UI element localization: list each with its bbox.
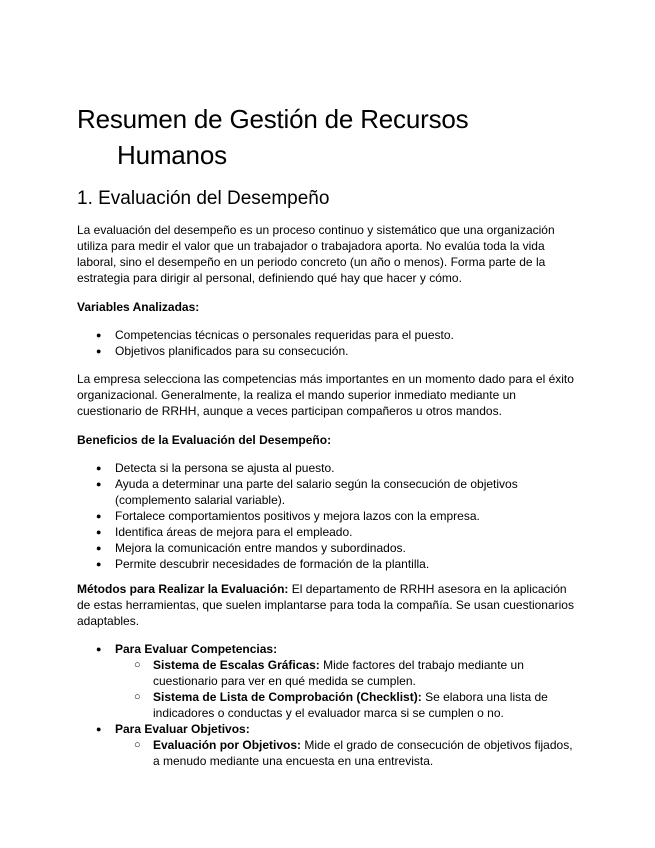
title-line-1: Resumen de Gestión de Recursos: [77, 104, 469, 134]
method-group-label: Para Evaluar Objetivos:: [115, 722, 250, 736]
method-name: Sistema de Escalas Gráficas:: [153, 658, 320, 672]
benefits-label: Beneficios de la Evaluación del Desempeño:: [77, 433, 332, 447]
methods-text: El departamento de RRHH asesora en la aplicación de estas herramientas, que suelen implantarse para toda la compañía. Se usan cuestionarios adaptables.: [77, 582, 574, 628]
method-name: Sistema de Lista de Comprobación (Checklist):: [153, 690, 422, 704]
title-line-2: Humanos: [117, 140, 227, 170]
methods-label: Métodos para Realizar la Evaluación:: [77, 582, 289, 596]
list-item: ● Detecta si la persona se ajusta al puesto.: [77, 460, 582, 476]
section-heading: 1. Evaluación del Desempeño: [77, 188, 330, 209]
sub-list-item: [115, 657, 582, 689]
benefits-list: [77, 460, 582, 572]
list-item: [77, 721, 582, 769]
sub-list: [115, 737, 582, 769]
method-group-label: Para Evaluar Competencias:: [115, 642, 278, 656]
list-item: ● Mejora la comunicación entre mandos y subordinados.: [77, 540, 582, 556]
list-item: ● Ayuda a determinar una parte del salario según la consecución de objetivos (complemento salarial variable).: [77, 476, 582, 508]
list-item: ● Objetivos planificados para su consecución.: [77, 343, 582, 359]
method-description: Se elabora una lista de indicadores o conductas y el evaluador marca si se cumplen o no.: [153, 690, 548, 720]
list-item: [77, 641, 582, 721]
method-description: Mide factores del trabajo mediante un cuestionario para ver en qué medida se cumplen.: [153, 658, 524, 688]
list-item: ● Competencias técnicas o personales requeridas para el puesto.: [77, 327, 582, 343]
list-item: ● Identifica áreas de mejora para el empleado.: [77, 524, 582, 540]
method-description: Mide el grado de consecución de objetivos fijados, a menudo mediante una encuesta en una entrevista.: [153, 738, 573, 768]
variables-label: Variables Analizadas:: [77, 300, 200, 314]
sub-list: [115, 657, 582, 721]
list-item: ● Fortalece comportamientos positivos y mejora lazos con la empresa.: [77, 508, 582, 524]
methods-list: [77, 641, 582, 769]
organization-paragraph: La empresa selecciona las competencias más importantes en un momento dado para el éxito organizacional. Generalmente, la realiza el mando superior inmediato mediante un cuestionario de RRHH, aunque a veces participan compañeros u otros mandos.: [77, 372, 574, 418]
sub-list-item: [115, 737, 582, 769]
sub-list-item: [115, 689, 582, 721]
variables-list: [77, 327, 582, 359]
method-name: Evaluación por Objetivos:: [153, 738, 302, 752]
methods-paragraph: [77, 581, 582, 629]
document-title: [77, 101, 557, 173]
intro-paragraph: La evaluación del desempeño es un proceso continuo y sistemático que una organización utiliza para medir el valor que un trabajador o trabajadora aporta. No evalúa toda la vida laboral, sino el desempeño en un periodo concreto (un año o menos). Forma parte de la estrategia para dirigir al personal, definiendo qué hay que hacer y cómo.: [77, 223, 555, 285]
list-item: ● Permite descubrir necesidades de formación de la plantilla.: [77, 556, 582, 572]
